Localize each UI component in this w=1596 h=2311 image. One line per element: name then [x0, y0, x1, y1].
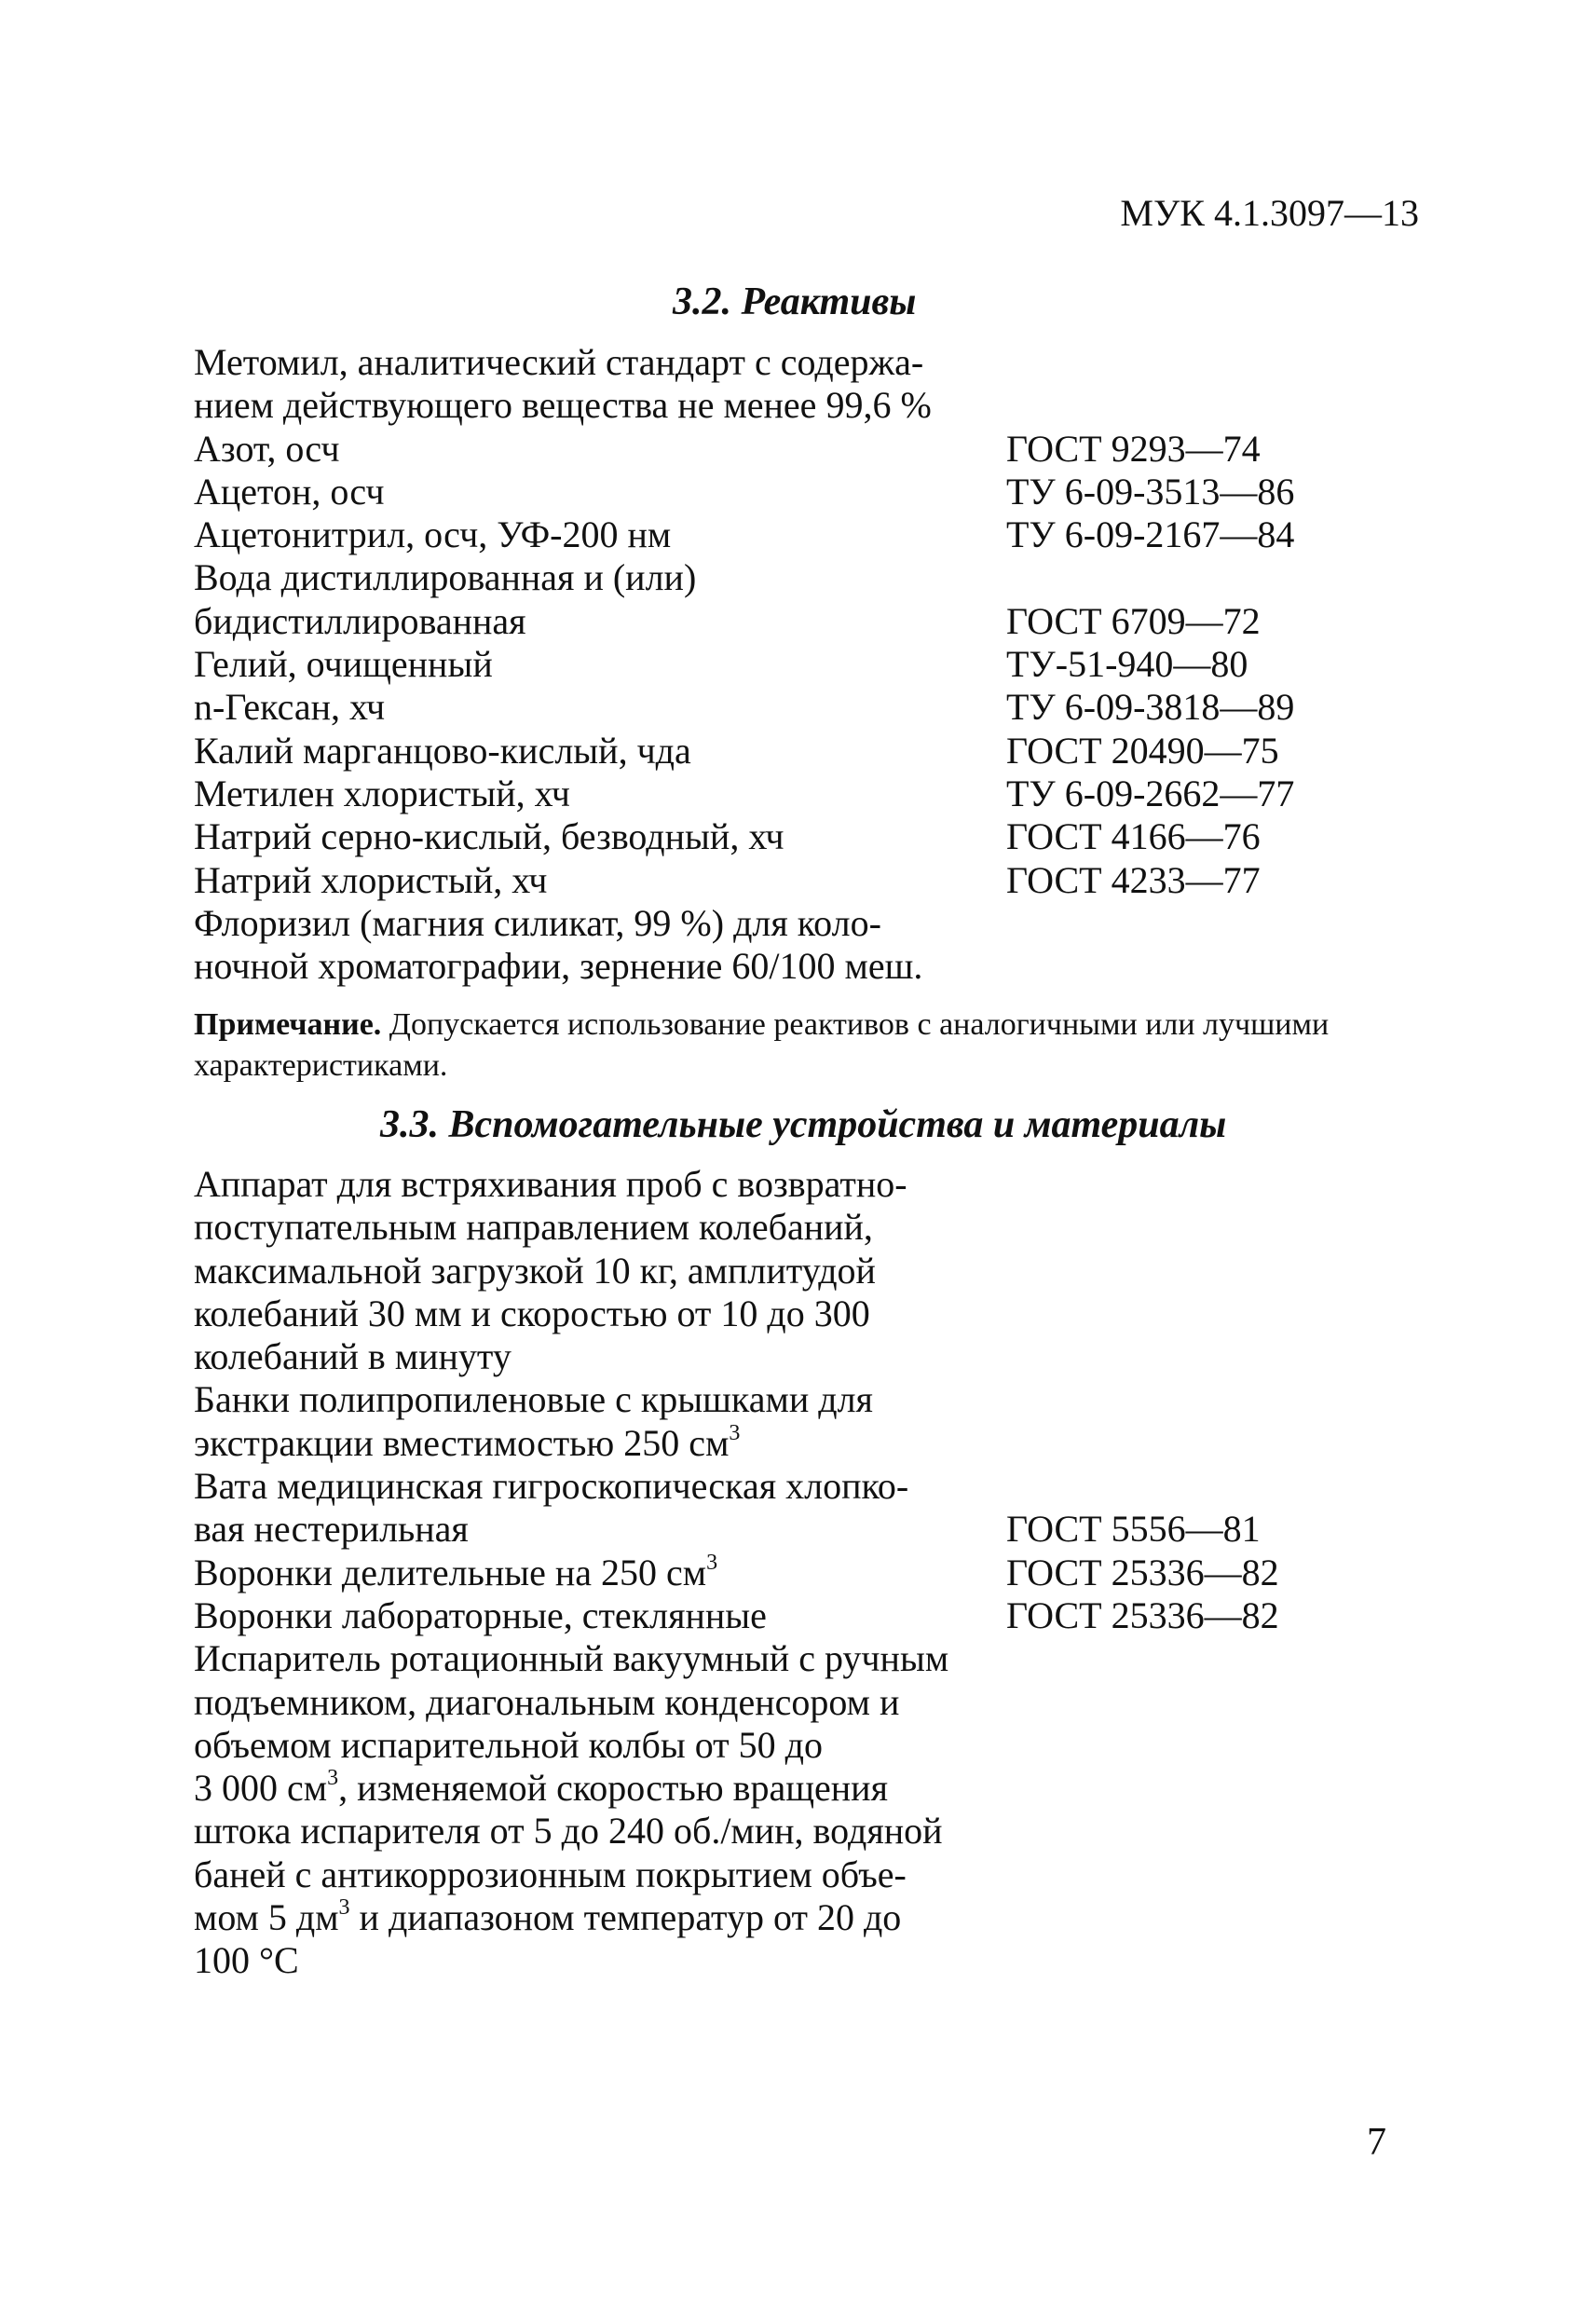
superscript: 3: [327, 1766, 339, 1791]
item-name: [194, 1810, 943, 1853]
item-name: [194, 1637, 948, 1680]
item-standard-code: ГОСТ 25336—82: [1006, 1593, 1279, 1636]
item-standard-code: ТУ 6-09-3513—86: [1006, 470, 1295, 513]
item-name: [194, 1422, 740, 1465]
section-title-equipment: 3.3. Вспомогательные устройства и материалы: [380, 1103, 1227, 1146]
item-name: [194, 945, 922, 988]
item-name-text: поступательным направлением колебаний,: [194, 1206, 873, 1249]
item-name-text: Метомил, аналитический стандарт с содержа-: [194, 341, 924, 383]
item-name-text: n-Гексан, хч: [194, 686, 386, 729]
item-name-text: колебаний в минуту: [194, 1335, 512, 1378]
item-name-text: Вода дистиллированная и (или): [194, 556, 697, 599]
item-name-text: колебаний 30 мм и скоростью от 10 до 300: [194, 1292, 870, 1334]
item-name-text: Гелий, очищенный: [194, 643, 493, 686]
item-name: [194, 773, 570, 815]
item-name: [194, 1378, 873, 1421]
item-standard-code: ГОСТ 4233—77: [1006, 858, 1261, 901]
item-standard-code: ГОСТ 4166—76: [1006, 815, 1261, 858]
item-name: [194, 556, 696, 599]
item-name: [194, 686, 385, 729]
item-standard-code: ТУ 6-09-2662—77: [1006, 772, 1295, 814]
item-name: [194, 1163, 907, 1206]
item-name-text: Испаритель ротационный вакуумный с ручным: [194, 1637, 949, 1680]
item-name: [194, 1206, 873, 1249]
superscript: 3: [706, 1550, 718, 1575]
item-standard-code: ГОСТ 20490—75: [1006, 729, 1279, 772]
item-name-text: Метилен хлористый, хч: [194, 772, 570, 814]
superscript: 3: [729, 1420, 741, 1445]
item-name: [194, 1465, 908, 1508]
item-name: [194, 1939, 299, 1982]
item-name-text: Вата медицинская гигроскопическая хлопко-: [194, 1465, 909, 1508]
item-standard-code: ТУ 6-09-3818—89: [1006, 686, 1295, 729]
item-standard-code: ТУ 6-09-2167—84: [1006, 513, 1295, 556]
item-name-text: ночной хроматографии, зернение 60/100 меш.: [194, 945, 923, 988]
item-name-text: Аппарат для встряхивания проб с возвратно-: [194, 1163, 907, 1205]
item-name: [194, 730, 691, 773]
item-name-text: Натрий хлористый, хч: [194, 858, 548, 901]
section-title-reagents: 3.2. Реактивы: [673, 280, 917, 323]
document-code: МУК 4.1.3097—13: [1120, 192, 1419, 234]
note-text: Допускается использование реактивов с аналогичными или лучшими характеристиками.: [194, 1007, 1330, 1083]
item-name-text: 3 000 см: [194, 1767, 328, 1810]
note-label: Примечание.: [194, 1007, 382, 1042]
item-name-text: объемом испарительной колбы от 50 до: [194, 1723, 823, 1766]
item-standard-code: ГОСТ 5556—81: [1006, 1508, 1261, 1551]
item-name-continuation: и диапазоном температур от 20 до: [349, 1896, 902, 1939]
item-name: [194, 1767, 888, 1810]
item-name-text: Флоризил (магния силикат, 99 %) для коло-: [194, 901, 881, 944]
item-name-text: Воронки лабораторные, стеклянные: [194, 1593, 767, 1636]
item-name: [194, 341, 923, 384]
item-name: [194, 600, 526, 643]
item-name: [194, 902, 881, 945]
item-name-text: вая нестерильная: [194, 1508, 469, 1551]
item-name-text: Азот, осч: [194, 427, 340, 470]
item-name: [194, 815, 784, 858]
item-name: [194, 643, 493, 686]
item-name-text: Натрий серно-кислый, безводный, хч: [194, 815, 784, 858]
item-name: [194, 1681, 899, 1724]
item-name-text: мом 5 дм: [194, 1896, 339, 1939]
item-name-text: Ацетон, осч: [194, 470, 385, 513]
item-name-text: бидистиллированная: [194, 599, 526, 642]
item-name: [194, 1552, 717, 1594]
item-name-text: нием действующего вещества не менее 99,6 %: [194, 384, 932, 427]
item-standard-code: ГОСТ 25336—82: [1006, 1551, 1279, 1593]
item-name: [194, 1335, 512, 1378]
item-name-text: Банки полипропиленовые с крышками для: [194, 1378, 873, 1421]
item-standard-code: ГОСТ 6709—72: [1006, 599, 1261, 642]
item-name-text: штока испарителя от 5 до 240 об./мин, водяной: [194, 1810, 943, 1853]
item-name-text: баней с антикоррозионным покрытием объе-: [194, 1853, 907, 1895]
superscript: 3: [338, 1895, 350, 1921]
item-name-text: максимальной загрузкой 10 кг, амплитудой: [194, 1249, 876, 1292]
item-name: [194, 1508, 469, 1551]
item-name: [194, 859, 547, 902]
item-name: [194, 471, 384, 513]
item-name: [194, 1292, 870, 1335]
item-name-text: Воронки делительные на 250 см: [194, 1551, 707, 1593]
item-name-text: подъемником, диагональным конденсором и: [194, 1680, 900, 1723]
item-name: [194, 1853, 907, 1896]
item-name: [194, 1250, 876, 1292]
item-name: [194, 384, 932, 427]
page-number: 7: [1367, 2121, 1386, 2164]
item-name-text: Ацетонитрил, осч, УФ-200 нм: [194, 513, 672, 556]
item-name: [194, 1896, 901, 1939]
item-name-text: 100 °C: [194, 1939, 299, 1982]
note: [194, 1005, 1414, 1087]
item-name-continuation: , изменяемой скоростью вращения: [338, 1767, 888, 1810]
item-name: [194, 513, 671, 556]
item-standard-code: ГОСТ 9293—74: [1006, 427, 1261, 470]
item-standard-code: ТУ-51-940—80: [1006, 643, 1248, 686]
item-name: [194, 1594, 767, 1637]
item-name-text: Калий марганцово-кислый, чда: [194, 729, 691, 772]
item-name-text: экстракции вместимостью 250 см: [194, 1421, 730, 1464]
item-name: [194, 1724, 823, 1767]
item-name: [194, 428, 339, 471]
